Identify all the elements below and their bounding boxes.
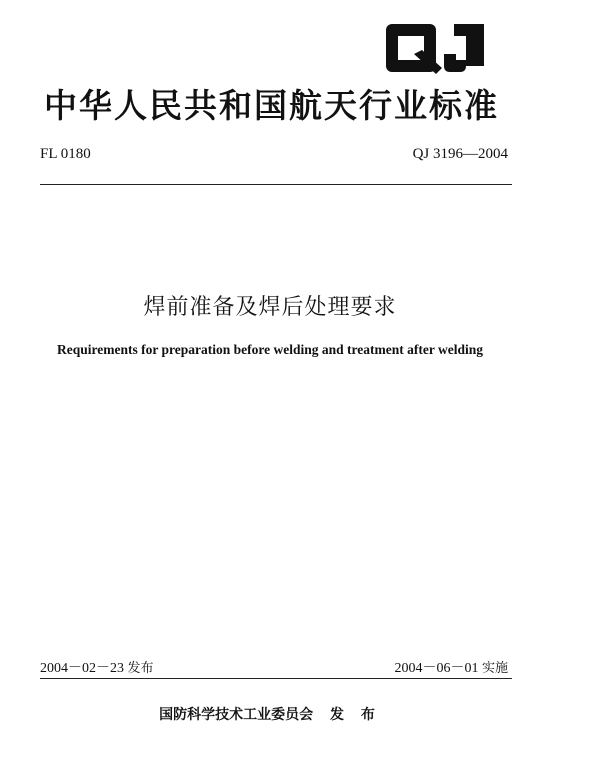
qj-logo — [384, 14, 488, 78]
implementation-info — [394, 657, 508, 677]
standard-type-heading: 中华人民共和国航天行业标准 — [44, 86, 499, 125]
publisher-name: 国防科学技术工业委员会 — [159, 707, 314, 723]
issue-info — [40, 657, 154, 677]
footer-divider — [40, 678, 512, 679]
document-title-english: Requirements for preparation before welding and treatment after welding — [57, 342, 483, 357]
implementation-label: 实施 — [481, 661, 508, 676]
standard-number: QJ 3196—2004 — [412, 146, 508, 162]
implementation-date: 2004－06－01 — [394, 661, 479, 676]
header-divider — [40, 184, 512, 185]
publisher-line — [0, 704, 540, 724]
classification-code: FL 0180 — [40, 146, 91, 162]
document-title-chinese: 焊前准备及焊后处理要求 — [143, 295, 397, 320]
publisher-action: 发 布 — [330, 707, 381, 723]
issue-date: 2004－02－23 — [40, 661, 124, 676]
issue-label: 发布 — [127, 661, 154, 676]
qj-logo-mark — [384, 14, 488, 78]
